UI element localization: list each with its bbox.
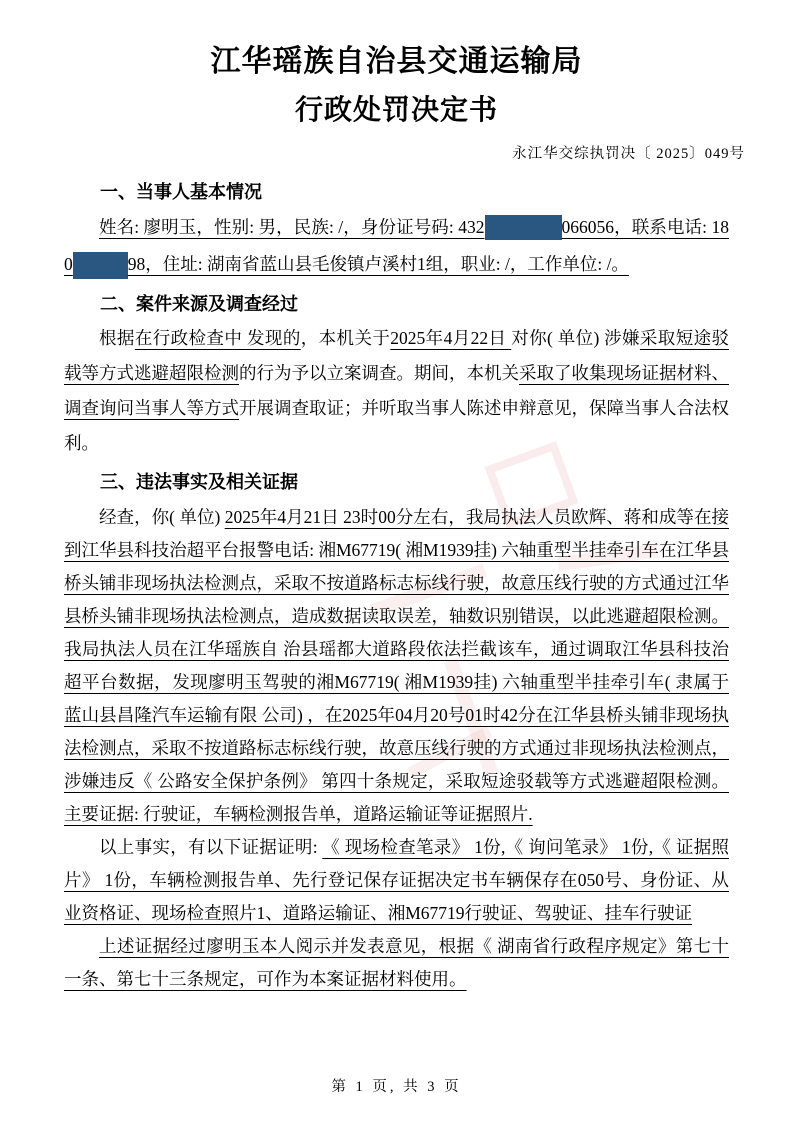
redaction-box-id-number: [485, 215, 562, 240]
text-segment: 的行为予以立案调查。期间，本机关: [239, 363, 519, 384]
section3-evidence-review-paragraph: [64, 930, 729, 996]
section3-facts-paragraph: [64, 501, 729, 831]
text-segment: 以上事实，有以下证据证明:: [99, 837, 323, 858]
page-number-footer: 第 1 页, 共 3 页: [331, 1079, 462, 1095]
suspected-violation-underlined: 采取短途驳载等方式逃避超限检测: [64, 328, 730, 384]
text-segment: 对你( 单位) 涉嫌: [511, 328, 640, 349]
violation-facts-underlined: 2025年4月21日 23时00分左右，我局执法人员欧辉、蒋和成等在接到江华县科技治超平台报警电话: 湘M67719( 湘M1939挂) 六轴重型半挂牵引车在江华县桥头铺非现场执法检测点，采取不按道路标志标线行驶，故意压线行驶的方式通过江华县桥头铺非现场执法检测点，造成数据读取误差，轴数识别错误，以此逃避超限检测。我局执法人员在江华瑶族自 治县瑶都大道路段依法拦截该车，通过调取江华县科技治超平台数据，发现廖明玉驾驶的湘M67719( 湘M1939挂) 六轴重型半挂牵引车( 隶属于蓝山县昌隆汽车运输有限 公司) ，在2025年04月20号01时42分在江华县桥头铺非现场执法检测点，采取不按道路标志标线行驶，故意压线行驶的方式通过非现场执法检测点，涉嫌违反《 公路安全保护条例》 第四十条规定，采取短途驳载等方式逃避超限检测。主要证据: 行驶证，车辆检测报告单，道路运输证等证据照片.: [64, 507, 730, 825]
evidence-review-underlined: 上述证据经过廖明玉本人阅示并发表意见，根据《 湖南省行政程序规定》第七十一条、第七十三条规定，可作为本案证据材料使用。: [64, 936, 729, 990]
party-info-before-id: 姓名: 廖明玉，性别: 男，民族: /，身份证号码: 432: [99, 217, 485, 238]
text-segment: 经查，你( 单位): [99, 507, 225, 528]
filing-date-underlined: 2025年4月22日: [390, 328, 512, 349]
document-title-type: 行政处罚决定书: [294, 92, 498, 126]
party-info-after-id: 066056，联系电话: 180: [64, 217, 729, 275]
document-number: 永江华交综执罚决〔 2025〕049号: [512, 146, 745, 163]
text-segment: 开展调查取证；并听取当事人陈述申辩意见，保障当事人合法权利。: [64, 398, 729, 454]
section3-evidence-list-paragraph: [64, 831, 729, 930]
section1-heading: 一、当事人基本情况: [100, 182, 262, 204]
section2-case-origin-paragraph: [64, 321, 729, 461]
section2-heading: 二、案件来源及调查经过: [100, 294, 298, 316]
text-segment: ，本机关于: [300, 328, 391, 349]
party-info-after-phone: 98，住址: 湖南省蓝山县毛俊镇卢溪村1组，职业: /，工作单位: /。: [127, 254, 629, 275]
section1-party-info-paragraph: [64, 209, 729, 283]
inspection-origin-underlined: 在行政检查中 发现的: [134, 328, 301, 349]
document-title-agency: 江华瑶族自治县交通运输局: [210, 44, 583, 79]
investigation-methods-underlined: 采取了收集现场证据材料、调查询问当事人等方式: [64, 363, 729, 419]
text-segment: 根据: [99, 328, 135, 349]
evidence-list-underlined: 《 现场检查笔录》 1份,《 询问笔录》 1份,《 证据照片》 1份，车辆检测报告单、先行登记保存证据决定书车辆保存在050号、身份证、从业资格证、现场检查照片1、道路运输证、湘M67719行驶证、驾驶证、挂车行驶证: [64, 837, 729, 924]
section3-heading: 三、违法事实及相关证据: [100, 472, 298, 494]
redaction-box-phone: [73, 252, 128, 279]
